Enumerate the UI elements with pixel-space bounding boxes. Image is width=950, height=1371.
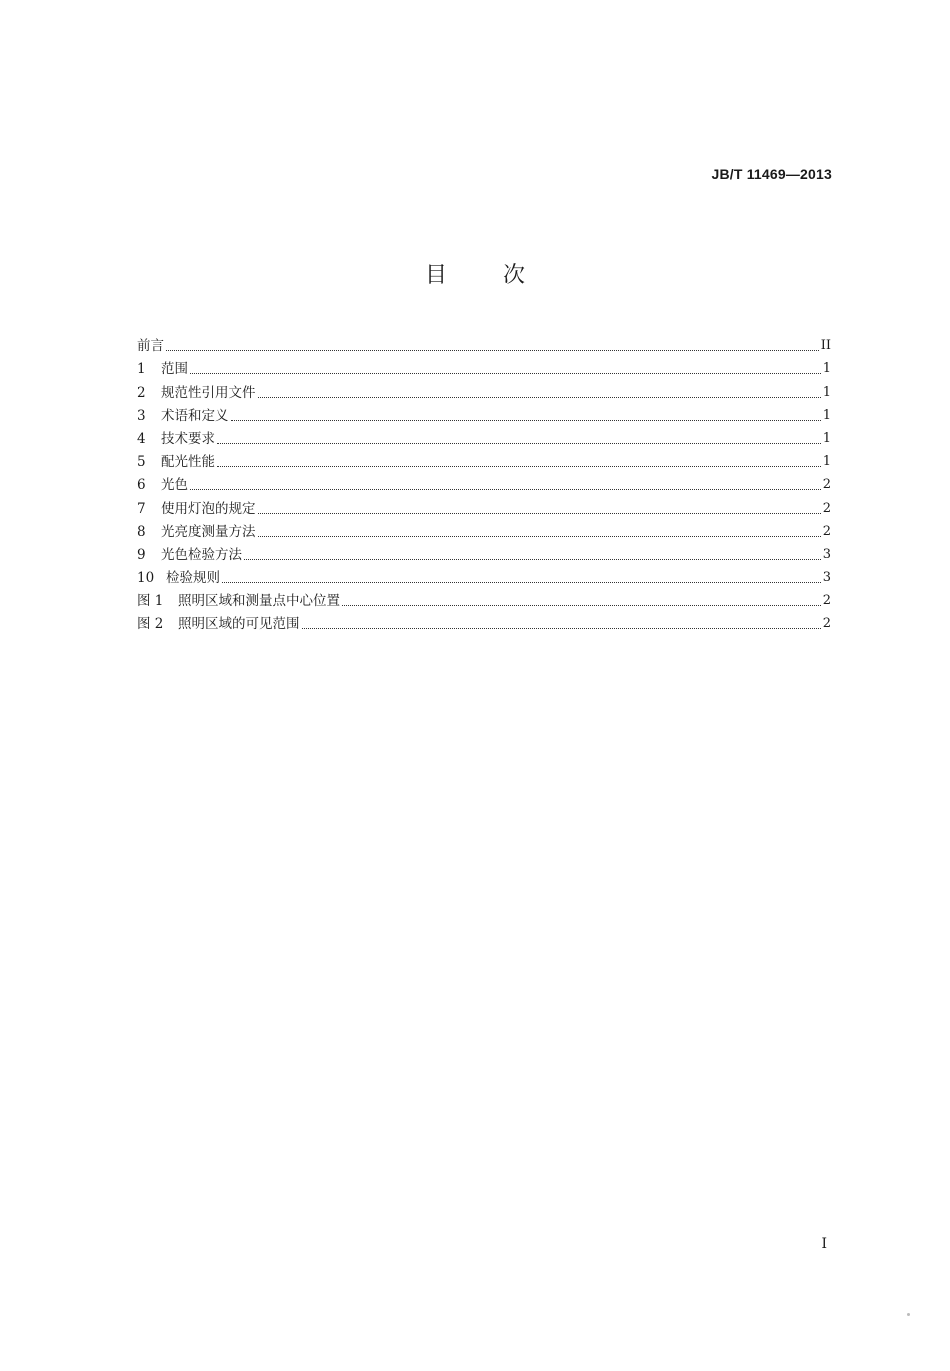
toc-entry-title: 技术要求 (161, 430, 215, 447)
toc-entry-page: 2 (822, 616, 831, 632)
toc-entry-title: 检验规则 (166, 570, 220, 587)
toc-leader-dots (302, 627, 821, 629)
toc-entry-title: 光亮度测量方法 (161, 523, 256, 540)
toc-leader-dots (258, 535, 821, 537)
toc-entry-page: 3 (822, 546, 831, 562)
toc-entry-page: 2 (822, 477, 831, 493)
toc-leader-dots (190, 372, 821, 374)
toc-entry-title: 光色检验方法 (161, 546, 242, 563)
toc-entry-9[interactable] (137, 541, 831, 564)
page-number: I (821, 1236, 827, 1252)
toc-leader-dots (342, 604, 821, 606)
toc-entry-number: 6 (137, 477, 146, 494)
toc-entry-title: 照明区域的可见范围 (178, 616, 300, 633)
toc-entry-number: 2 (137, 384, 146, 401)
toc-entry-number: 9 (137, 546, 146, 563)
toc-leader-dots (258, 512, 821, 514)
toc-entry-title: 光色 (161, 477, 188, 494)
toc-entry-number: 5 (137, 454, 146, 471)
scan-speck (907, 1313, 910, 1316)
standard-code: JB/T 11469—2013 (711, 166, 832, 182)
toc-entry-page: 1 (822, 454, 831, 470)
toc-leader-dots (231, 419, 821, 421)
table-of-contents (137, 332, 831, 633)
toc-leader-dots (222, 581, 821, 583)
toc-entry-number: 4 (137, 430, 146, 447)
toc-entry-number: 1 (137, 361, 146, 378)
page-title-char-1: 目 (424, 263, 447, 288)
toc-entry-number: 图 1 (137, 593, 164, 610)
toc-entry-page: 2 (822, 523, 831, 539)
toc-entry-number: 7 (137, 500, 146, 517)
toc-entry-page: 1 (822, 361, 831, 377)
toc-entry-number: 图 2 (137, 616, 164, 633)
toc-entry-title: 前言 (137, 338, 164, 355)
toc-leader-dots (258, 396, 821, 398)
toc-entry-number: 10 (137, 570, 155, 587)
toc-entry-6[interactable] (137, 471, 831, 494)
toc-entry-number: 3 (137, 407, 146, 424)
toc-leader-dots (190, 488, 821, 490)
toc-leader-dots (217, 442, 821, 444)
toc-entry-title: 配光性能 (161, 454, 215, 471)
toc-entry-5[interactable] (137, 448, 831, 471)
page-title (0, 258, 950, 289)
toc-entry-page: 3 (822, 570, 831, 586)
toc-entry-title: 范围 (161, 361, 188, 378)
toc-entry-page: 1 (822, 407, 831, 423)
toc-entry-2[interactable] (137, 378, 831, 401)
toc-entry-page: 2 (822, 500, 831, 516)
toc-entry-8[interactable] (137, 518, 831, 541)
toc-entry-foreword[interactable] (137, 332, 831, 355)
toc-entry-7[interactable] (137, 494, 831, 517)
toc-entry-1[interactable] (137, 355, 831, 378)
toc-entry-title: 术语和定义 (161, 407, 229, 424)
toc-entry-number: 8 (137, 523, 146, 540)
toc-leader-dots (244, 558, 821, 560)
toc-entry-page: 2 (822, 593, 831, 609)
toc-entry-10[interactable] (137, 564, 831, 587)
toc-entry-figure-2[interactable] (137, 610, 831, 633)
toc-entry-title: 照明区域和测量点中心位置 (178, 593, 340, 610)
toc-leader-dots (166, 349, 819, 351)
toc-entry-title: 规范性引用文件 (161, 384, 256, 401)
toc-entry-page: II (820, 338, 831, 354)
toc-entry-figure-1[interactable] (137, 587, 831, 610)
toc-entry-page: 1 (822, 430, 831, 446)
toc-leader-dots (217, 465, 821, 467)
toc-entry-page: 1 (822, 384, 831, 400)
toc-entry-title: 使用灯泡的规定 (161, 500, 256, 517)
toc-entry-4[interactable] (137, 425, 831, 448)
toc-entry-3[interactable] (137, 402, 831, 425)
page-title-char-2: 次 (503, 263, 526, 288)
